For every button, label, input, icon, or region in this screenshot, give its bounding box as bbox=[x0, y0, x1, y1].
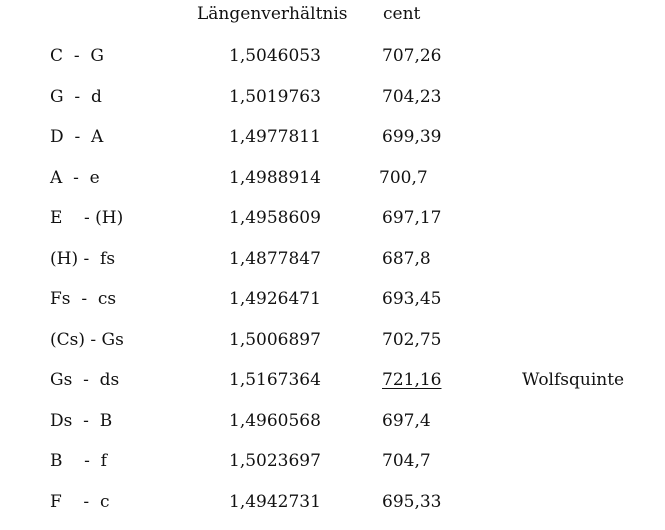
header-cent: cent bbox=[383, 4, 420, 24]
interval-label: G - d bbox=[50, 85, 102, 109]
interval-label: Ds - B bbox=[50, 409, 112, 433]
table-row bbox=[0, 206, 665, 247]
table-row bbox=[0, 247, 665, 288]
interval-label: D - A bbox=[50, 125, 103, 149]
ratio-value: 1,4960568 bbox=[229, 409, 321, 433]
interval-label: E - (H) bbox=[50, 206, 123, 230]
table-row bbox=[0, 85, 665, 126]
interval-label: A - e bbox=[50, 166, 100, 190]
cent-value: 697,17 bbox=[382, 206, 441, 230]
table-row bbox=[0, 125, 665, 166]
wolf-fifth-note: Wolfsquinte bbox=[522, 368, 624, 392]
cent-value: 693,45 bbox=[382, 287, 441, 311]
ratio-value: 1,5019763 bbox=[229, 85, 321, 109]
interval-label: (H) - fs bbox=[50, 247, 115, 271]
cent-value: 704,23 bbox=[382, 85, 441, 109]
ratio-value: 1,4977811 bbox=[229, 125, 321, 149]
table-row bbox=[0, 368, 665, 409]
ratio-value: 1,4926471 bbox=[229, 287, 321, 311]
ratio-value: 1,5006897 bbox=[229, 328, 321, 352]
header-ratio: Längenverhältnis bbox=[197, 4, 348, 24]
cent-value: 699,39 bbox=[382, 125, 441, 149]
cent-value: 687,8 bbox=[382, 247, 431, 271]
table-row bbox=[0, 287, 665, 328]
cent-value: 707,26 bbox=[382, 44, 441, 68]
ratio-value: 1,4877847 bbox=[229, 247, 321, 271]
ratio-value: 1,5167364 bbox=[229, 368, 321, 392]
cent-value: 697,4 bbox=[382, 409, 431, 433]
ratio-value: 1,4958609 bbox=[229, 206, 321, 230]
table-row bbox=[0, 44, 665, 85]
cent-value: 704,7 bbox=[382, 449, 431, 473]
cent-value-wolf: 721,16 bbox=[382, 368, 441, 392]
cent-value: 695,33 bbox=[382, 490, 441, 514]
interval-label: B - f bbox=[50, 449, 107, 473]
interval-table bbox=[0, 44, 665, 530]
table-row bbox=[0, 409, 665, 450]
ratio-value: 1,5046053 bbox=[229, 44, 321, 68]
interval-label: Gs - ds bbox=[50, 368, 119, 392]
table-row bbox=[0, 166, 665, 207]
table-row bbox=[0, 328, 665, 369]
ratio-value: 1,5023697 bbox=[229, 449, 321, 473]
interval-label: (Cs) - Gs bbox=[50, 328, 124, 352]
table-row bbox=[0, 449, 665, 490]
interval-label: Fs - cs bbox=[50, 287, 116, 311]
table-header bbox=[0, 4, 665, 28]
ratio-value: 1,4988914 bbox=[229, 166, 321, 190]
ratio-value: 1,4942731 bbox=[229, 490, 321, 514]
interval-label: F - c bbox=[50, 490, 109, 514]
cent-value: 702,75 bbox=[382, 328, 441, 352]
cent-value: 700,7 bbox=[379, 166, 428, 190]
interval-label: C - G bbox=[50, 44, 104, 68]
